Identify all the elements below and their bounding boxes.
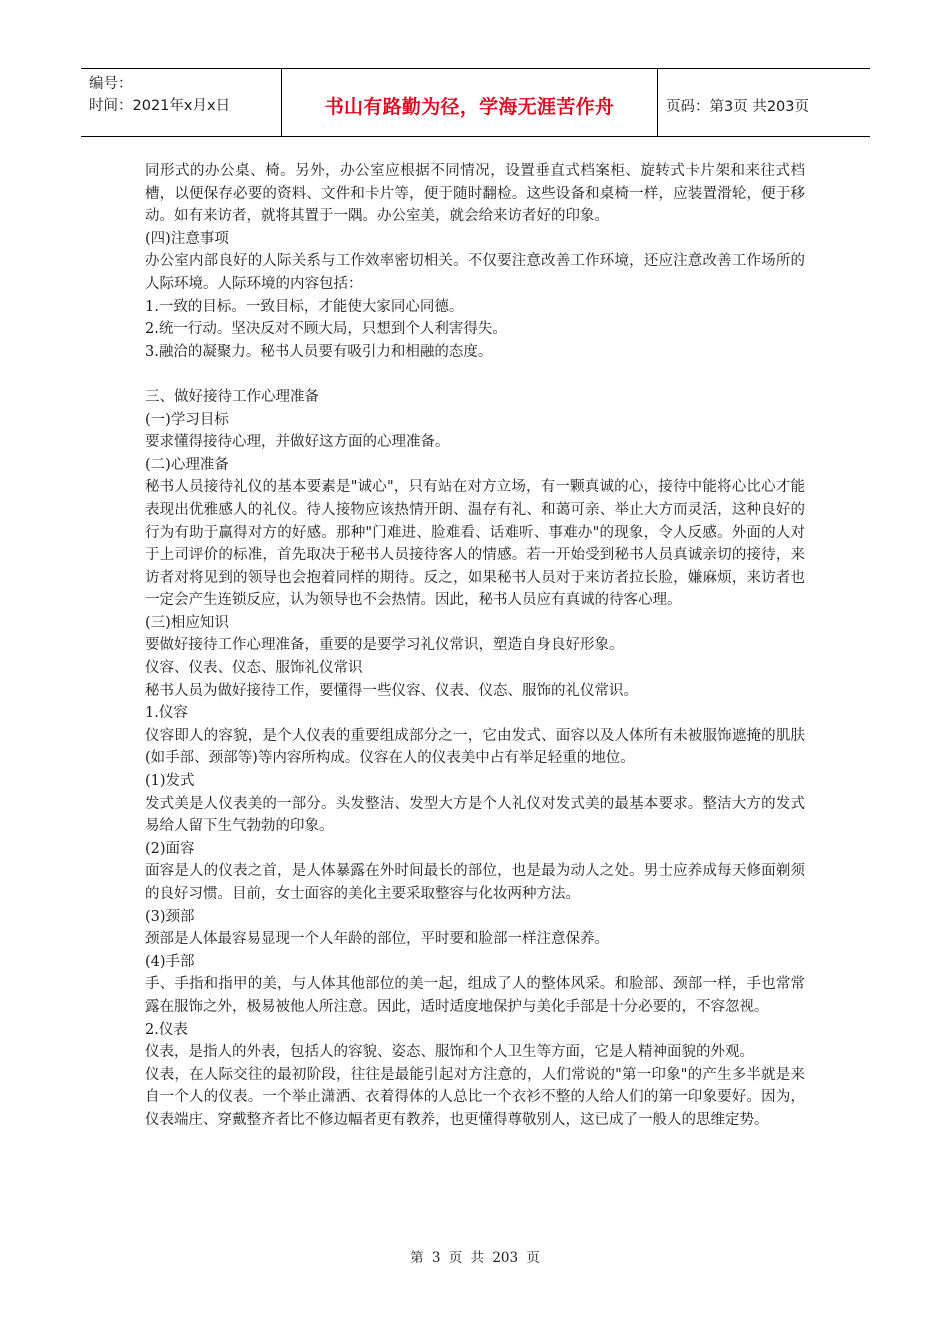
paragraph: 三、做好接待工作心理准备 (145, 388, 319, 405)
paragraph: 同形式的办公桌、椅。另外，办公室应根据不同情况，设置垂直式档案柜、旋转式卡片架和来往式档槽，以便保存必要的资料、文件和卡片等，便于随时翻检。这些设备和桌椅一样，应装置滑轮，便于移动。如有来访者，就将其置于一隅。办公室美，就会给来访者好的印象。 (145, 163, 805, 225)
paragraph: 秘书人员为做好接待工作，要懂得一些仪容、仪表、仪态、服饰的礼仪常识。 (145, 682, 638, 699)
paragraph: 仪表，在人际交往的最初阶段，往往是最能引起对方注意的，人们常说的"第一印象"的产生多半就是来自一个人的仪表。一个举止潇洒、衣着得体的人总比一个衣衫不整的人给人们的第一印象要好。因为，仪表端庄、穿戴整齐者比不修边幅者更有教养，也更懂得尊敬别人，这已成了一般人的思维定势。 (145, 1066, 805, 1128)
motto-text: 书山有路勤为径，学海无涯苦作舟 (324, 96, 615, 118)
paragraph: (4)手部 (145, 953, 195, 970)
header-meta (81, 69, 282, 136)
paragraph: 仪表，是指人的外表，包括人的容貌、姿态、服饰和个人卫生等方面，它是人精神面貌的外观。 (145, 1044, 754, 1061)
header-page-info (658, 69, 870, 136)
document-date-label: 时间：2021年x月x日 (89, 98, 231, 114)
paragraph: 仪容、仪表、仪态、服饰礼仪常识 (145, 660, 363, 677)
paragraph: (二)心理准备 (145, 456, 229, 473)
paragraph: 颈部是人体最容易显现一个人年龄的部位，平时要和脸部一样注意保养。 (145, 931, 609, 948)
paragraph: (一)学习目标 (145, 411, 229, 428)
paragraph: 1.仪容 (145, 705, 188, 722)
blank-line (145, 363, 805, 386)
paragraph: 面容是人的仪表之首，是人体暴露在外时间最长的部位，也是最为动人之处。男士应养成每天修面剃须的良好习惯。目前，女士面容的美化主要采取整容与化妆两种方法。 (145, 863, 805, 902)
header-motto (282, 69, 658, 136)
document-body (145, 160, 805, 1132)
paragraph: 要做好接待工作心理准备，重要的是要学习礼仪常识，塑造自身良好形象。 (145, 637, 624, 654)
document-number-label: 编号： (89, 76, 133, 92)
page-header (81, 68, 870, 137)
paragraph: 办公室内部良好的人际关系与工作效率密切相关。不仅要注意改善工作环境，还应注意改善工作场所的人际环境。人际环境的内容包括： (145, 253, 805, 292)
paragraph: (1)发式 (145, 773, 195, 790)
paragraph: 仪容即人的容貌，是个人仪表的重要组成部分之一，它由发式、面容以及人体所有未被服饰遮掩的肌肤(如手部、颈部等)等内容所构成。仪容在人的仪表美中占有举足轻重的地位。 (145, 727, 805, 767)
paragraph: 手、手指和指甲的美，与人体其他部位的美一起，组成了人的整体风采。和脸部、颈部一样，手也常常露在服饰之外，极易被他人所注意。因此，适时适度地保护与美化手部是十分必要的，不容忽视。 (145, 976, 805, 1015)
paragraph: 2.仪表 (145, 1021, 188, 1038)
header-page-number: 页码：第3页 共203页 (666, 99, 810, 115)
footer-page-number: 第 3 页 共 203 页 (410, 1250, 540, 1266)
paragraph: (三)相应知识 (145, 614, 229, 631)
paragraph: (四)注意事项 (145, 230, 229, 247)
paragraph: 3.融洽的凝聚力。秘书人员要有吸引力和相融的态度。 (145, 343, 493, 360)
paragraph: 秘书人员接待礼仪的基本要素是"诚心"，只有站在对方立场，有一颗真诚的心，接待中能将心比心才能表现出优雅感人的礼仪。待人接物应该热情开朗、温存有礼、和蔼可亲、举止大方而灵活，这种良好的行为有助于赢得对方的好感。那种"门难进、脸难看、话难听、事难办"的现象，令人反感。外面的人对于上司评价的标准，首先取决于秘书人员接待客人的情感。若一开始受到秘书人员真诚亲切的接待，来访者对将见到的领导也会抱着同样的期待。反之，如果秘书人员对于来访者拉长脸，嫌麻烦，来访者也一定会产生连锁反应，认为领导也不会热情。因此，秘书人员应有真诚的待客心理。 (145, 479, 805, 609)
page-footer (0, 1246, 950, 1266)
paragraph: 2.统一行动。坚决反对不顾大局，只想到个人利害得失。 (145, 321, 507, 338)
paragraph: (3)颈部 (145, 908, 195, 925)
paragraph: (2)面容 (145, 840, 195, 857)
paragraph: 要求懂得接待心理，并做好这方面的心理准备。 (145, 434, 450, 451)
paragraph: 发式美是人仪表美的一部分。头发整洁、发型大方是个人礼仪对发式美的最基本要求。整洁大方的发式易给人留下生气勃勃的印象。 (145, 795, 805, 835)
paragraph: 1.一致的目标。一致目标，才能使大家同心同德。 (145, 298, 464, 315)
